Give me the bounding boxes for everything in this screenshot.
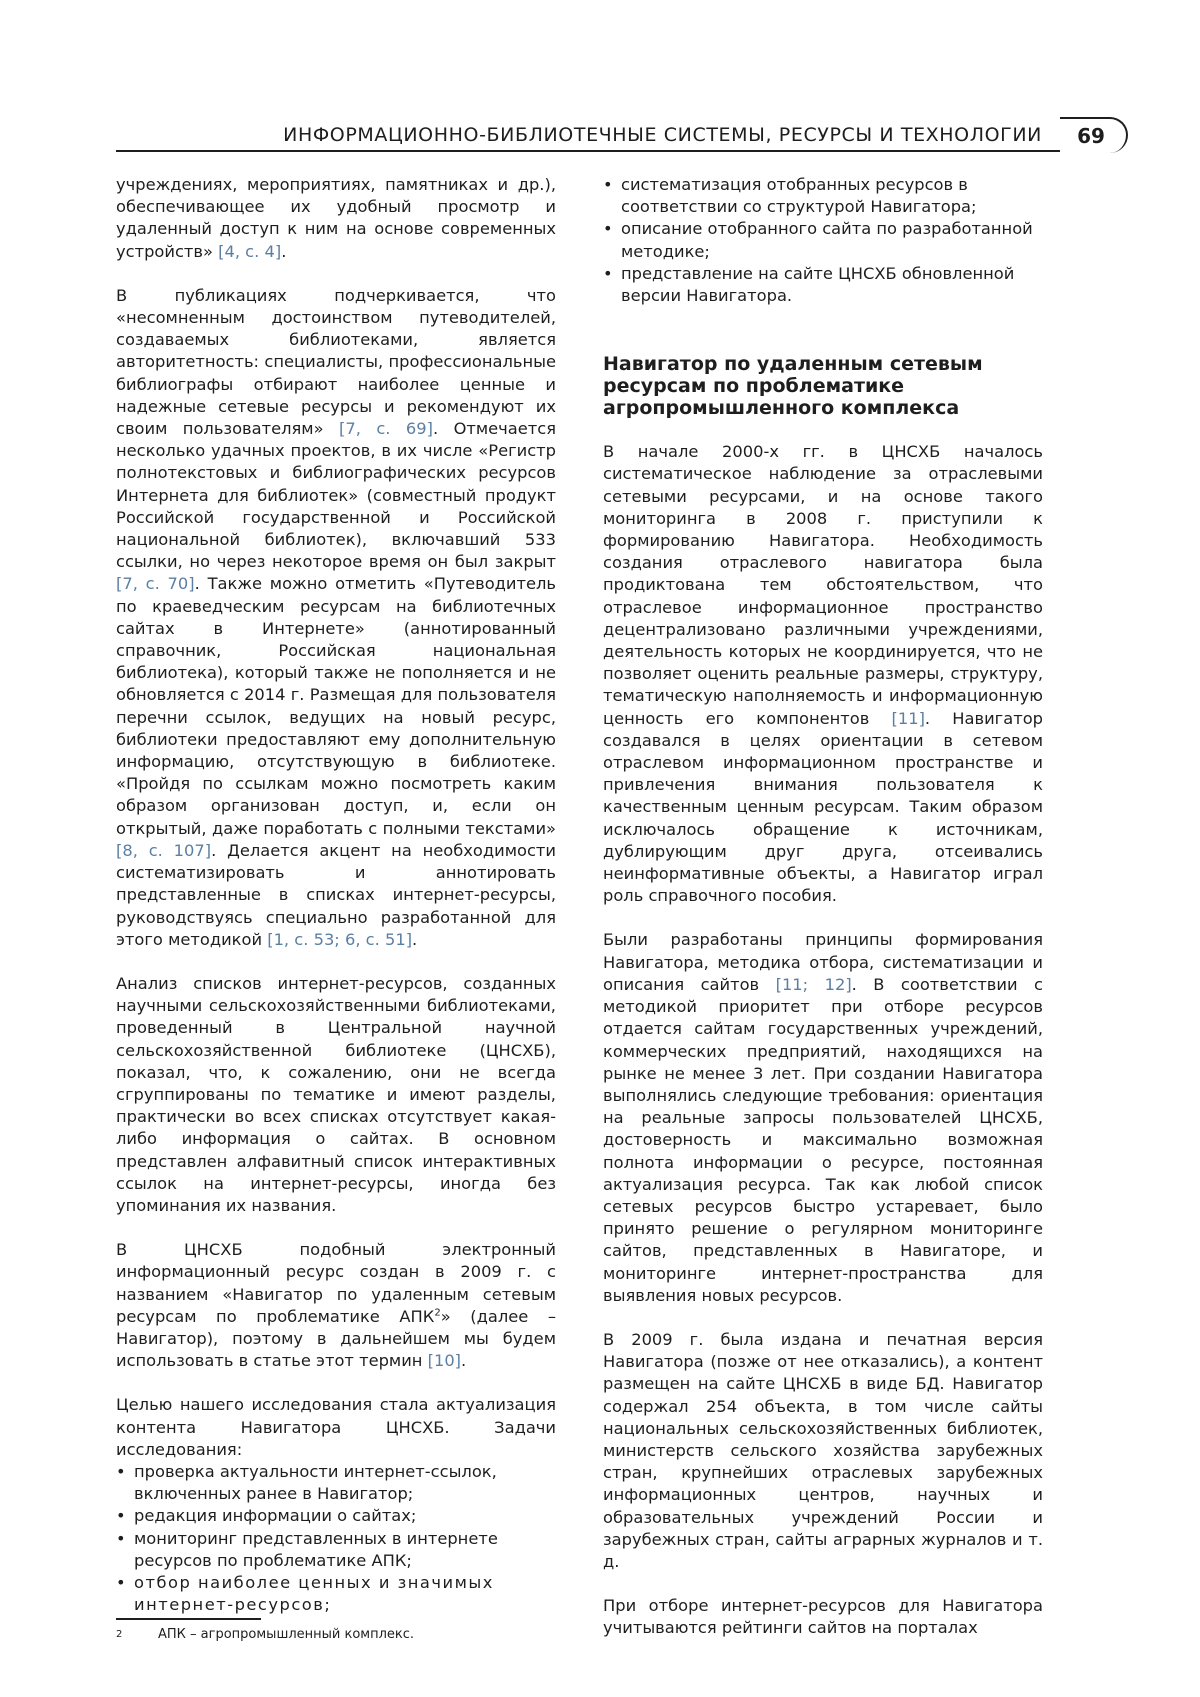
bullet-icon: •: [116, 1461, 126, 1481]
section-heading: Навигатор по удаленным сетевым ресурсам по проблематике агропромышленного комплекса: [603, 353, 983, 420]
page-number: 69: [1077, 124, 1105, 148]
paragraph: В 2009 г. была издана и печатная версия Навигатора (позже от нее отказались), а контент размещен на сайте ЦНСХБ в виде БД. Навигатор содержал 254 объекта, в том числе сайты национальных сельскохозяйственных библиотек, министерств сельского хозяйства зарубежных стран, крупнейших отраслевых зарубежных информационных центров, научных и образовательных учреждений России и зарубежных стран, сайты аграрных журналов и т. д.: [603, 1329, 1043, 1571]
paragraph: Анализ списков интернет-ресурсов, созданных научными сельскохозяйственными библиотеками, проведенный в Центральной научной сельскохозяйственной библиотеке (ЦНСХБ), показал, что, к сожалению, они не всегда сгруппированы по тематике и имеют разделы, практически во всех списках отсутствует какая-либо информация о сайтах. В основном представлен алфавитный список интерактивных ссылок на интернет-ресурсы, иногда без упоминания их названия.: [116, 973, 556, 1215]
reference-link[interactable]: [11]: [891, 708, 925, 728]
running-title: ИНФОРМАЦИОННО-БИБЛИОТЕЧНЫЕ СИСТЕМЫ, РЕСУРСЫ И ТЕХНОЛОГИИ: [283, 124, 1042, 146]
paragraph: В ЦНСХБ подобный электронный информационный ресурс создан в 2009 г. с названием «Навигатор по удаленным сетевым ресурсам по проблематике АПК$^2$» (далее – Навигатор), поэтому в дальнейшем мы будем использовать в статье этот термин [10].: [116, 1240, 556, 1371]
reference-link[interactable]: [4, с. 4]: [218, 241, 282, 261]
reference-link[interactable]: [7, с. 70]: [116, 574, 195, 594]
task-list-continued: [603, 174, 1043, 307]
footnote-rule: [116, 1618, 261, 1620]
list-item: • проверка актуальности интернет-ссылок, включенных ранее в Навигатор;: [116, 1461, 497, 1504]
bullet-icon: •: [603, 219, 613, 239]
footnote-marker[interactable]: 2: [434, 1307, 441, 1319]
paragraph: В начале 2000-х гг. в ЦНСХБ началось систематическое наблюдение за отраслевыми сетевыми ресурсами, и на основе такого мониторинга в 2008 г. приступили к формированию Навигатора. Необходимость создания отраслевого навигатора была продиктована тем обстоятельством, что отраслевое информационное пространство децентрализовано различными учреждениями, деятельность которых не координируется, что не позволяет оценить реальные размеры, структуру, тематическую наполняемость и информационную ценность его компонентов [11]. Навигатор создавался в целях ориентации в сетевом отраслевом информационном пространстве и привлечения внимания пользователя к качественным ценным ресурсам. Таким образом исключалось обращение к источникам, дублирующим друг друга, отсеивались неинформативные объекты, а Навигатор играл роль справочного пособия.: [603, 442, 1043, 906]
bullet-icon: •: [116, 1506, 126, 1526]
paragraph: Были разработаны принципы формирования Навигатора, методика отбора, систематизации и описания сайтов [11; 12]. В соответствии с методикой приоритет при отборе ресурсов отдается сайтам государственных учреждений, коммерческих предприятий, находящихся на рынке не менее 3 лет. При создании Навигатора выполнялись следующие требования: ориентация на реальные запросы пользователей ЦНСХБ, достоверность и максимально возможная полнота информации о ресурсе, постоянная актуализация ресурса. Так как любой список сетевых ресурсов быстро устаревает, было принято решение о регулярном мониторинге сайтов, представленных в Навигаторе, и мониторинге интернет-пространства для выявления новых ресурсов.: [603, 930, 1043, 1305]
task-list: [116, 1461, 556, 1616]
right-column: [603, 174, 1043, 1662]
list-item: • редакция информации о сайтах;: [116, 1505, 556, 1527]
reference-link[interactable]: [8, с. 107]: [116, 840, 212, 860]
paragraph: учреждениях, мероприятиях, памятниках и др.), обеспечивающее их удобный просмотр и удаленный доступ к ним на основе современных устройств» [4, с. 4].: [116, 175, 556, 261]
list-item: • мониторинг представленных в интернете ресурсов по проблематике АПК;: [116, 1528, 498, 1570]
paragraph: При отборе интернет-ресурсов для Навигатора учитываются рейтинги сайтов на порталах: [603, 1596, 1043, 1638]
reference-link[interactable]: [10]: [427, 1351, 462, 1371]
bullet-icon: •: [116, 1528, 126, 1548]
reference-link[interactable]: [11; 12]: [775, 974, 852, 994]
list-item: • отбор наиболее ценных и значимых интернет-ресурсов;: [116, 1572, 494, 1615]
footnote-text: АПК – агропромышленный комплекс.: [158, 1627, 415, 1643]
list-item: • представление на сайте ЦНСХБ обновленной версии Навигатора.: [603, 263, 1015, 306]
bullet-icon: •: [603, 263, 613, 283]
paragraph: Целью нашего исследования стала актуализация контента Навигатора ЦНСХБ. Задачи исследования:: [116, 1395, 556, 1459]
paragraph: В публикациях подчеркивается, что «несомненным достоинством путеводителей, создаваемых библиотеками, является авторитетность: специалисты, профессиональные библиографы отбирают наиболее ценные и надежные сетевые ресурсы и рекомендуют их своим пользователям» [7, с. 69]. Отмечается несколько удачных проектов, в их числе «Регистр полнотекстовых и библиографических ресурсов Интернета для библиотек» (совместный продукт Российской государственной и Российской национальной библиотек), включавший 533 ссылки, но через некоторое время он был закрыт [7, с. 70]. Также можно отметить «Путеводитель по краеведческим ресурсам на библиотечных сайтах в Интернете» (аннотированный справочник, Российская национальная библиотека), который также не пополняется и не обновляется с 2014 г. Размещая для пользователя перечни ссылок, ведущих на новый ресурс, библиотеки предоставляют ему дополнительную информацию, отсутствующую в библиотеке. «Пройдя по ссылкам можно посмотреть каким образом организован доступ, и, если он открытый, даже поработать с полными текстами» [8, с. 107]. Делается акцент на необходимости систематизировать и аннотировать представленные в списках интернет-ресурсы, руководствуясь специально разработанной для этого методикой [1, с. 53; 6, с. 51].: [116, 285, 557, 949]
reference-link[interactable]: [7, с. 69]: [339, 419, 433, 439]
bullet-icon: •: [116, 1572, 128, 1592]
footnote: [116, 1626, 556, 1644]
list-item: • описание отобранного сайта по разработанной методике;: [603, 219, 1033, 261]
list-item: • систематизация отобранных ресурсов в соответствии со структурой Навигатора;: [603, 175, 977, 217]
header-rule: [116, 150, 1116, 152]
bullet-icon: •: [603, 175, 613, 194]
footnote-mark: 2: [116, 1629, 123, 1641]
left-column: [116, 174, 556, 1644]
reference-link[interactable]: [1, с. 53; 6, с. 51]: [267, 929, 413, 949]
